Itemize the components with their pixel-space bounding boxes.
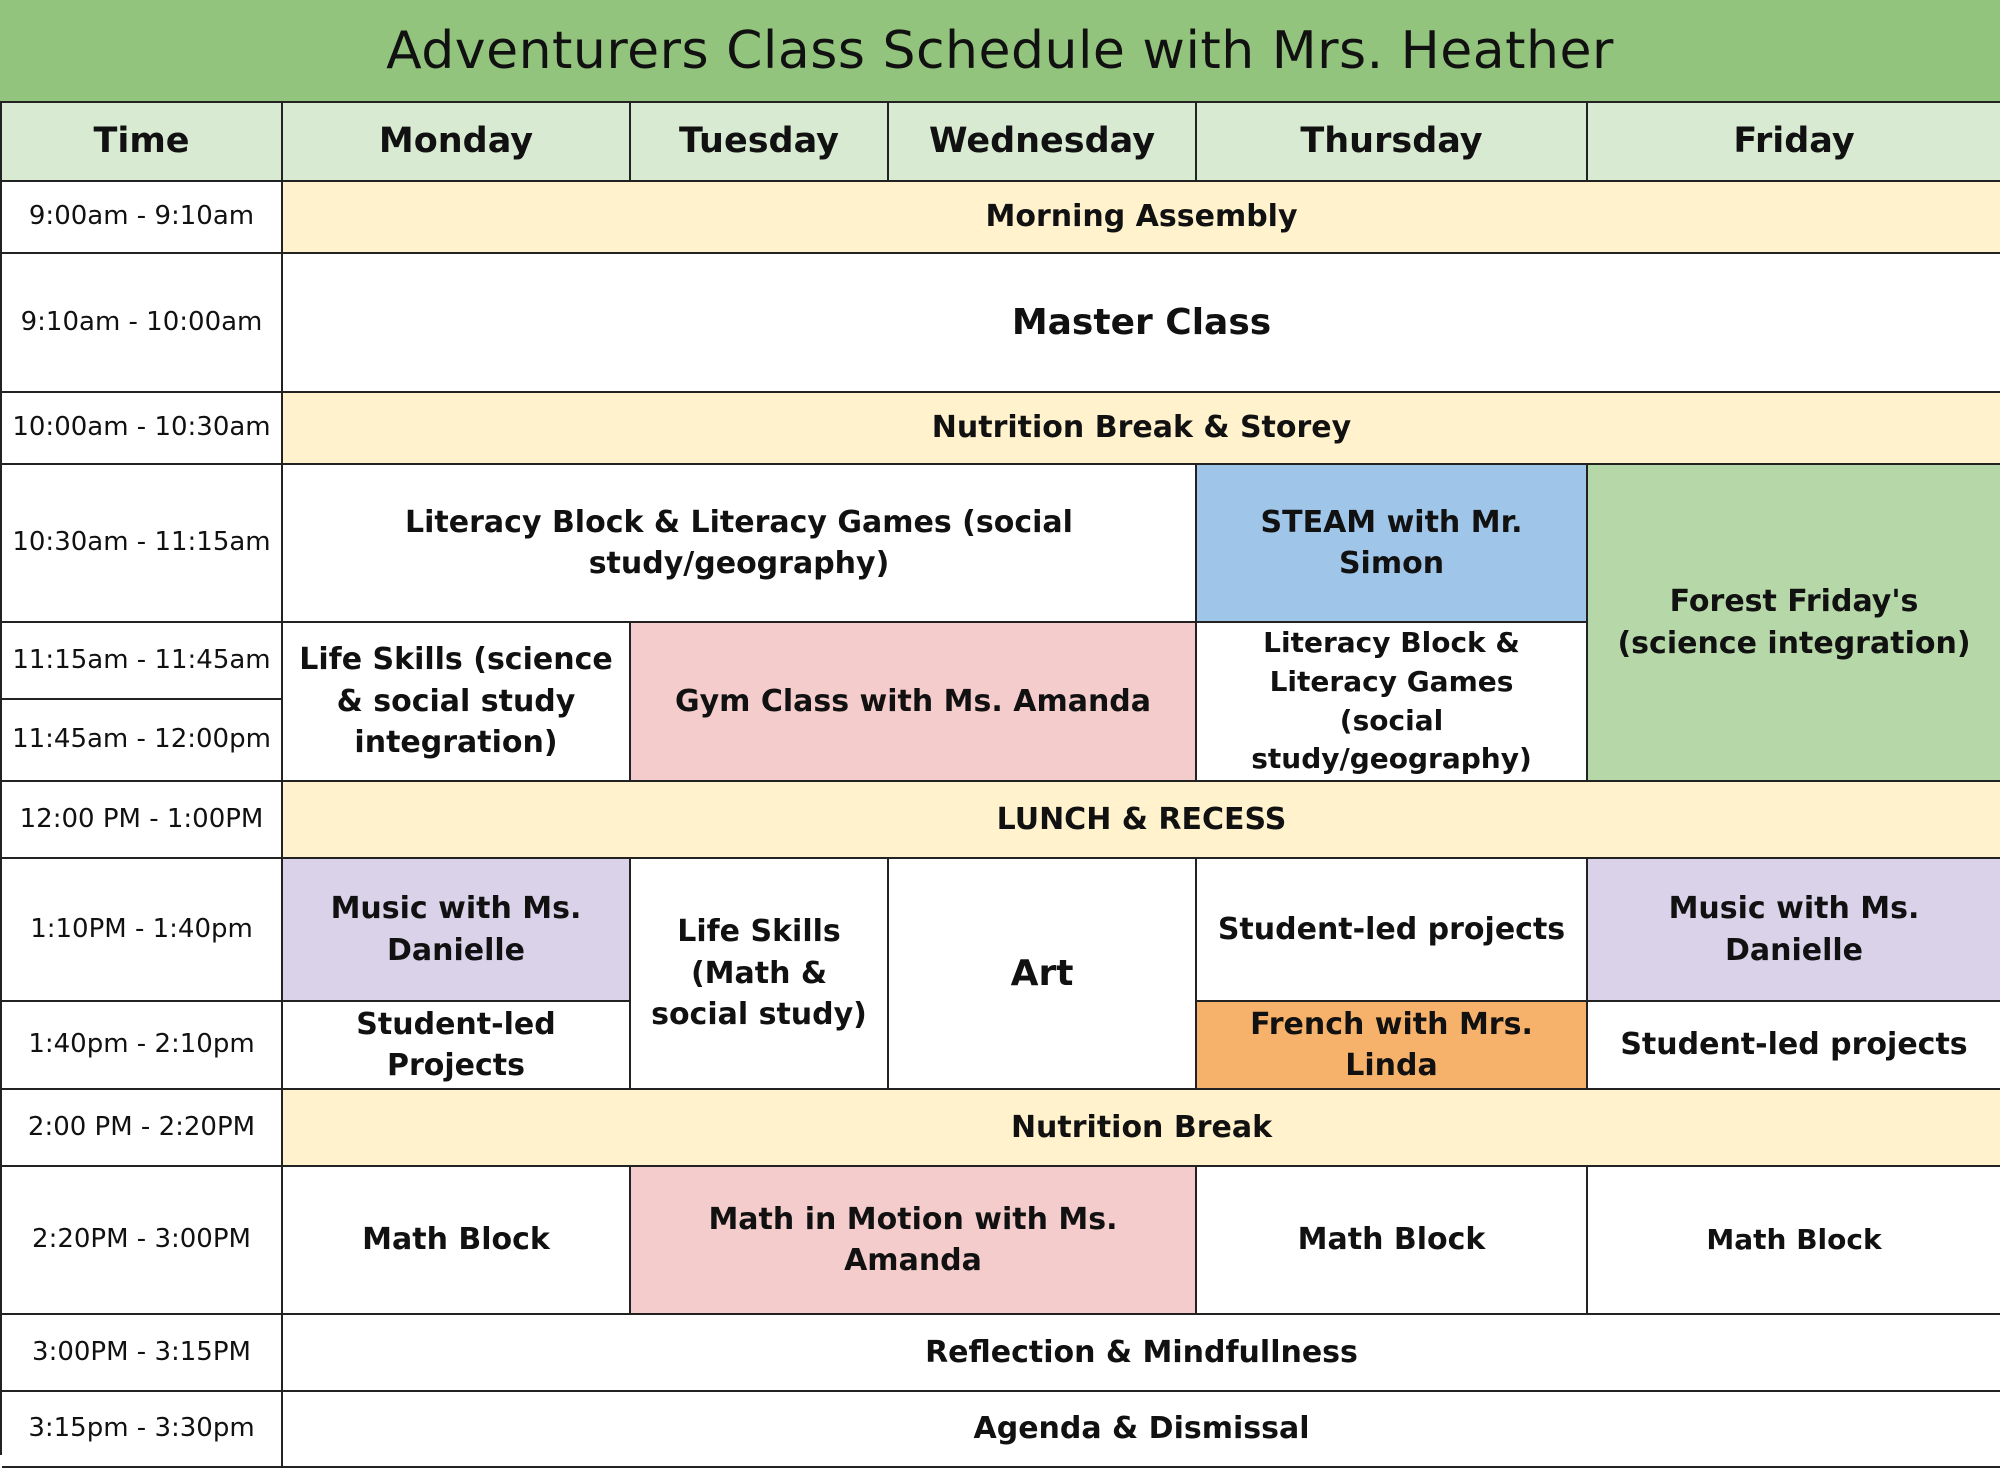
activity-steam: STEAM with Mr. Simon	[1197, 465, 1588, 623]
header-tuesday: Tuesday	[631, 103, 889, 182]
activity-morning-assembly: Morning Assembly	[283, 182, 2000, 254]
activity-math-block-monday: Math Block	[283, 1167, 631, 1315]
time-slot: 2:20PM - 3:00PM	[2, 1167, 283, 1315]
time-slot: 1:40pm - 2:10pm	[2, 1002, 283, 1090]
time-slot: 11:45am - 12:00pm	[2, 700, 283, 782]
time-slot: 1:10PM - 1:40pm	[2, 859, 283, 1002]
time-slot: 11:15am - 11:45am	[2, 623, 283, 700]
activity-agenda-dismissal: Agenda & Dismissal	[283, 1392, 2000, 1468]
activity-french: French with Mrs. Linda	[1197, 1002, 1588, 1090]
activity-life-skills-monday: Life Skills (science & social study integration)	[283, 623, 631, 782]
activity-math-block-friday: Math Block	[1588, 1167, 2000, 1315]
activity-student-projects-thursday: Student-led projects	[1197, 859, 1588, 1002]
activity-nutrition-break-storey: Nutrition Break & Storey	[283, 393, 2000, 465]
activity-literacy-block: Literacy Block & Literacy Games (social study/geography)	[283, 465, 1197, 623]
time-slot: 3:15pm - 3:30pm	[2, 1392, 283, 1468]
header-thursday: Thursday	[1197, 103, 1588, 182]
time-slot: 10:00am - 10:30am	[2, 393, 283, 465]
header-time: Time	[2, 103, 283, 182]
activity-student-projects-friday: Student-led projects	[1588, 1002, 2000, 1090]
header-monday: Monday	[283, 103, 631, 182]
header-wednesday: Wednesday	[889, 103, 1197, 182]
activity-math-block-thursday: Math Block	[1197, 1167, 1588, 1315]
activity-forest-friday: Forest Friday's (science integration)	[1588, 465, 2000, 782]
time-slot: 3:00PM - 3:15PM	[2, 1315, 283, 1392]
page-title: Adventurers Class Schedule with Mrs. Heather	[0, 0, 2000, 101]
activity-lunch-recess: LUNCH & RECESS	[283, 782, 2000, 859]
activity-music-friday: Music with Ms. Danielle	[1588, 859, 2000, 1002]
schedule-table	[0, 101, 2000, 1455]
time-slot: 10:30am - 11:15am	[2, 465, 283, 623]
time-slot: 9:00am - 9:10am	[2, 182, 283, 254]
activity-art: Art	[889, 859, 1197, 1090]
header-friday: Friday	[1588, 103, 2000, 182]
time-slot: 2:00 PM - 2:20PM	[2, 1090, 283, 1167]
activity-master-class: Master Class	[283, 254, 2000, 393]
activity-nutrition-break: Nutrition Break	[283, 1090, 2000, 1167]
activity-life-skills-tuesday: Life Skills (Math & social study)	[631, 859, 889, 1090]
activity-math-in-motion: Math in Motion with Ms. Amanda	[631, 1167, 1197, 1315]
activity-reflection: Reflection & Mindfullness	[283, 1315, 2000, 1392]
time-slot: 12:00 PM - 1:00PM	[2, 782, 283, 859]
time-slot: 9:10am - 10:00am	[2, 254, 283, 393]
activity-music-monday: Music with Ms. Danielle	[283, 859, 631, 1002]
activity-student-projects-monday: Student-led Projects	[283, 1002, 631, 1090]
activity-gym-class: Gym Class with Ms. Amanda	[631, 623, 1197, 782]
activity-literacy-block-thursday: Literacy Block & Literacy Games (social study/geography)	[1197, 623, 1588, 782]
